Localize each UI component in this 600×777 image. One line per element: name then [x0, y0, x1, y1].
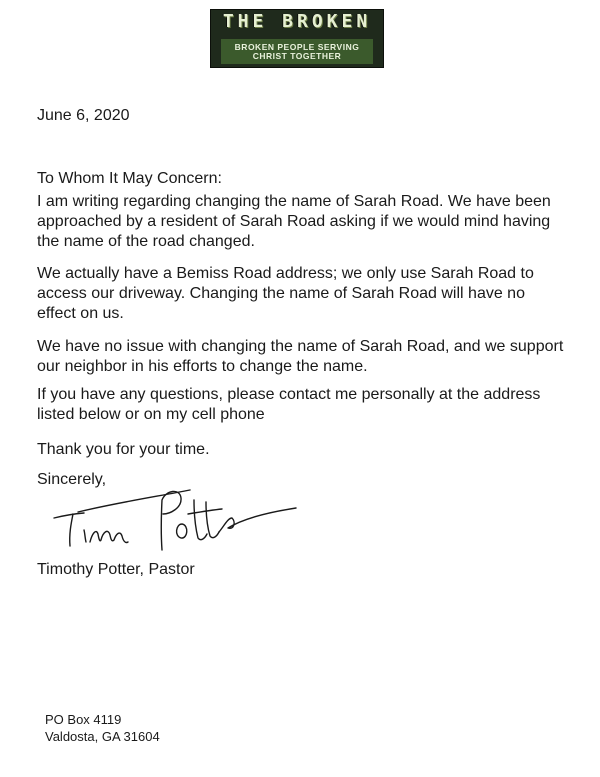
- church-logo: [210, 9, 384, 68]
- letter-paragraph-1: I am writing regarding changing the name of Sarah Road. We have been approached by a resident of Sarah Road asking if we would mind having the name of the road changed.: [37, 193, 551, 250]
- address-line-1: PO Box 4119: [45, 712, 122, 727]
- letter-date: June 6, 2020: [37, 107, 130, 124]
- logo-tagline-line1: BROKEN PEOPLE SERVING: [234, 42, 360, 52]
- letter-closing: Sincerely,: [37, 471, 107, 488]
- letter-paragraph-4: If you have any questions, please contact me personally at the address listed below or on my cell phone: [37, 386, 541, 423]
- logo-title: THE BROKEN: [222, 11, 372, 32]
- mailing-address: [45, 711, 160, 745]
- letter-paragraph-3: We have no issue with changing the name of Sarah Road, and we support our neighbor in his efforts to change the name.: [37, 338, 564, 375]
- address-line-2: Valdosta, GA 31604: [45, 729, 160, 744]
- signature-icon: [40, 478, 300, 556]
- letter-salutation: To Whom It May Concern:: [37, 170, 222, 187]
- signer-name: Timothy Potter, Pastor: [37, 561, 195, 578]
- logo-tagline-line2: CHRIST TOGETHER: [252, 51, 342, 61]
- letter-paragraph-2: We actually have a Bemiss Road address; we only use Sarah Road to access our driveway. Changing the name of Sarah Road will have no effect on us.: [37, 265, 534, 322]
- letter-thanks: Thank you for your time.: [37, 441, 210, 458]
